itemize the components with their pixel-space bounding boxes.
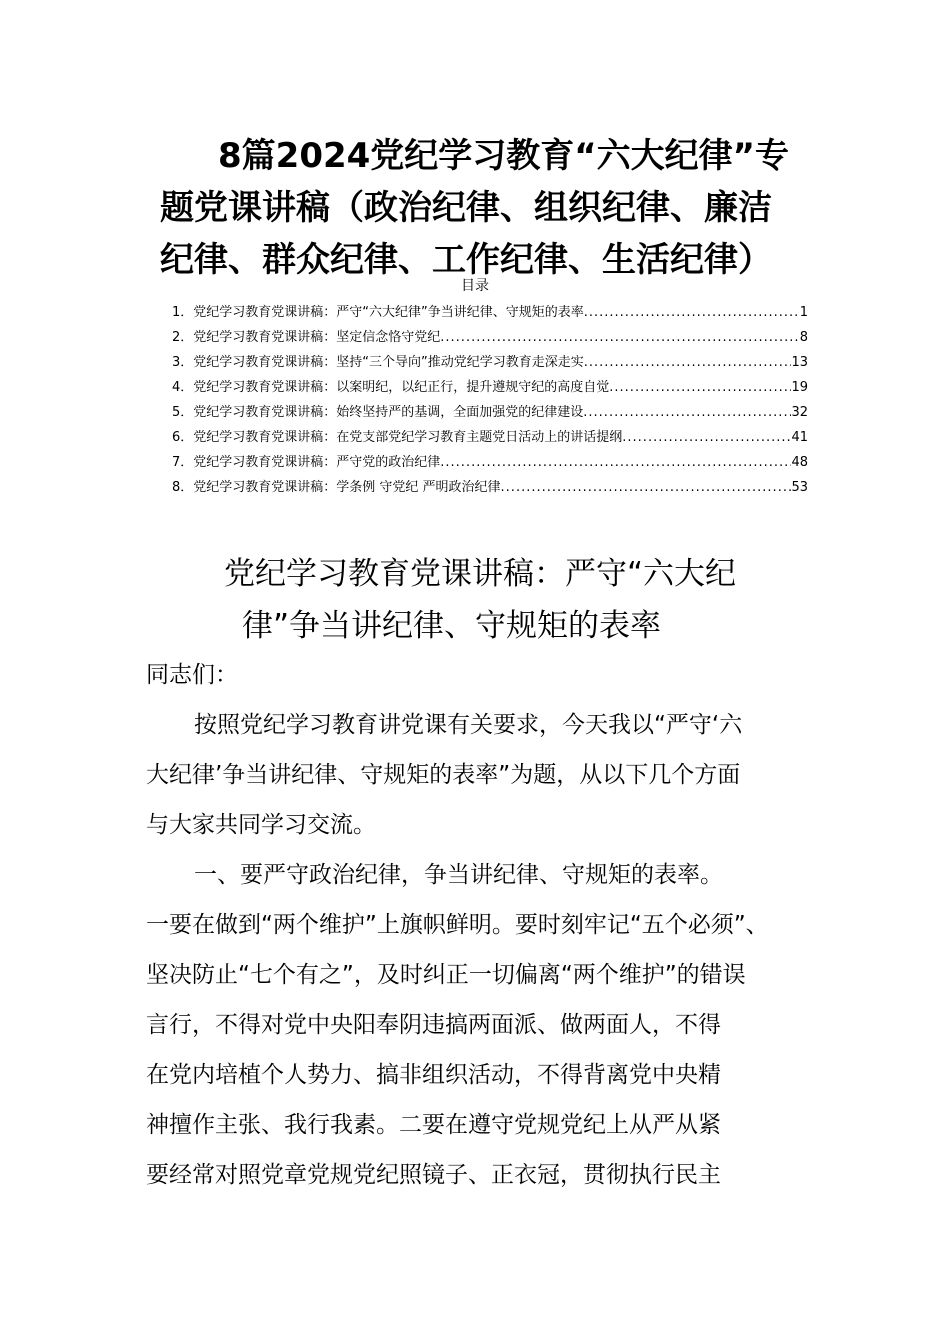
- paragraph-line: 神擅作主张、我行我素。二要在遵守党规党纪上从严从紧: [146, 1112, 721, 1138]
- section-title-line: 党纪学习教育党课讲稿：严守“六大纪: [224, 556, 737, 592]
- toc-leader-dots: [609, 375, 791, 400]
- toc-leader-dots: [501, 475, 792, 500]
- toc-entry-title: 2．党纪学习教育党课讲稿：坚定信念恪守党纪: [172, 330, 441, 345]
- document-title-line: 题党课讲稿（政治纪律、组织纪律、廉洁: [160, 188, 772, 228]
- toc-entry[interactable]: [172, 325, 808, 350]
- toc-entry-page: 1: [799, 305, 808, 320]
- toc-entry-title: 6．党纪学习教育党课讲稿：在党支部党纪学习教育主题党日活动上的讲话提纲: [172, 430, 623, 445]
- table-of-contents: [172, 300, 808, 500]
- paragraph-political-discipline: [146, 850, 826, 1200]
- toc-leader-dots: [440, 325, 799, 350]
- salutation-text: 同志们：: [146, 662, 238, 688]
- toc-entry-page: 32: [791, 405, 808, 420]
- toc-entry-title: 4．党纪学习教育党课讲稿：以案明纪，以纪正行，提升遵规守纪的高度自觉: [172, 380, 610, 395]
- paragraph-line: 言行，不得对党中央阳奉阴违搞两面派、做两面人，不得: [146, 1012, 721, 1038]
- toc-entry-title: 8．党纪学习教育党课讲稿：学条例 守党纪 严明政治纪律: [172, 480, 501, 495]
- toc-entry[interactable]: [172, 425, 808, 450]
- toc-entry-title: 7．党纪学习教育党课讲稿：严守党的政治纪律: [172, 455, 441, 470]
- toc-entry-page: 19: [791, 380, 808, 395]
- toc-entry-page: 13: [791, 355, 808, 370]
- paragraph-line: 坚决防止“七个有之”，及时纠正一切偏离“两个维护”的错误: [146, 962, 746, 988]
- toc-entry[interactable]: [172, 475, 808, 500]
- toc-entry[interactable]: [172, 375, 808, 400]
- toc-entry-page: 8: [799, 330, 808, 345]
- salutation: [146, 650, 826, 700]
- toc-heading: 目录: [461, 278, 489, 294]
- document-title: [160, 130, 810, 286]
- paragraph-line: 在党内培植个人势力、搞非组织活动，不得背离党中央精: [146, 1062, 721, 1088]
- toc-leader-dots: [622, 425, 791, 450]
- toc-entry-page: 41: [791, 430, 808, 445]
- toc-entry[interactable]: [172, 450, 808, 475]
- paragraph-line: 按照党纪学习教育讲党课有关要求，今天我以“严守‘六: [194, 712, 743, 738]
- paragraph-intro: [146, 700, 826, 850]
- section-title-line: 律”争当讲纪律、守规矩的表率: [242, 608, 662, 644]
- paragraph-line: 大纪律’争当讲纪律、守规矩的表率”为题，从以下几个方面: [146, 762, 741, 788]
- toc-entry-title: 1．党纪学习教育党课讲稿：严守“六大纪律”争当讲纪律、守规矩的表率: [172, 305, 584, 320]
- document-title-line: 纪律、群众纪律、工作纪律、生活纪律）: [160, 240, 772, 280]
- toc-entry-title: 5．党纪学习教育党课讲稿：始终坚持严的基调，全面加强党的纪律建设: [172, 405, 584, 420]
- toc-entry[interactable]: [172, 400, 808, 425]
- paragraph-line: 一、要严守政治纪律，争当讲纪律、守规矩的表率。: [194, 862, 723, 888]
- toc-leader-dots: [440, 450, 791, 475]
- toc-entry[interactable]: [172, 300, 808, 325]
- document-title-line: 8篇2024党纪学习教育“六大纪律”专: [218, 136, 789, 176]
- section-title: [200, 548, 820, 652]
- toc-entry[interactable]: [172, 350, 808, 375]
- toc-leader-dots: [584, 350, 792, 375]
- toc-entry-page: 48: [791, 455, 808, 470]
- paragraph-line: 一要在做到“两个维护”上旗帜鲜明。要时刻牢记“五个必须”、: [146, 912, 769, 938]
- toc-entry-page: 53: [791, 480, 808, 495]
- toc-leader-dots: [583, 400, 791, 425]
- paragraph-line: 与大家共同学习交流。: [146, 812, 376, 838]
- paragraph-line: 要经常对照党章党规党纪照镜子、正衣冠，贯彻执行民主: [146, 1162, 721, 1188]
- toc-leader-dots: [584, 300, 800, 325]
- toc-entry-title: 3．党纪学习教育党课讲稿：坚持“三个导向”推动党纪学习教育走深走实: [172, 355, 584, 370]
- body-text: [146, 650, 826, 1200]
